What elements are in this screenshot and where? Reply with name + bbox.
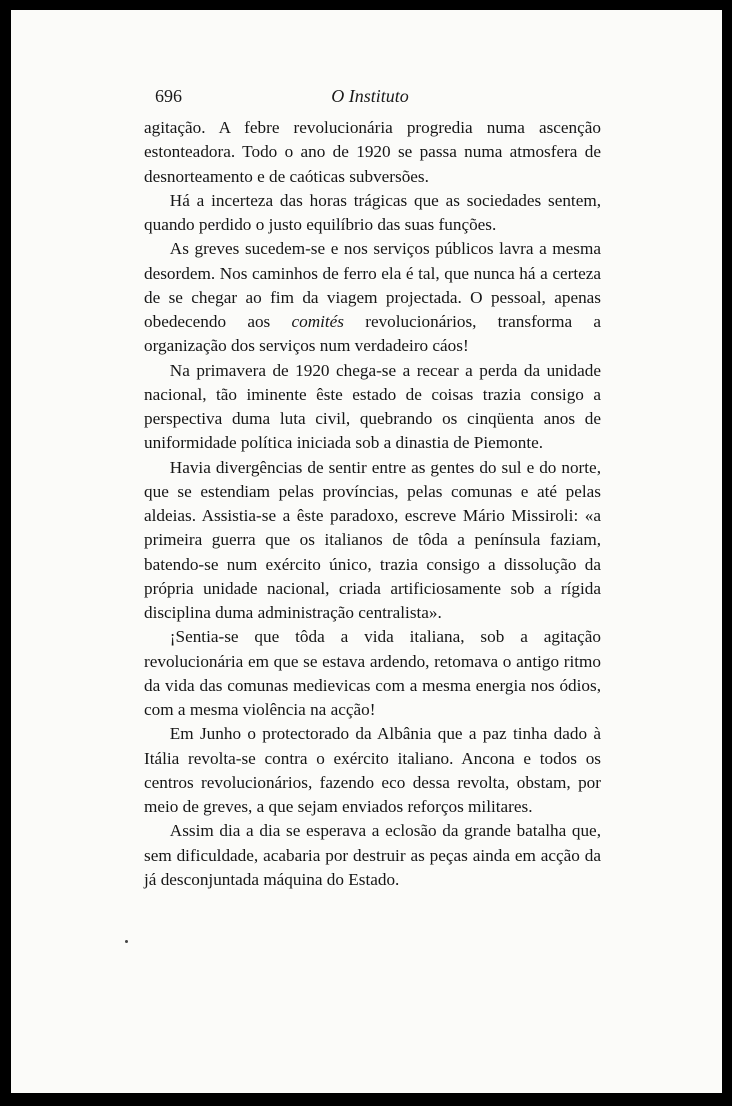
page-number: 696 <box>155 86 182 106</box>
paragraph-3-start: As greves sucedem-se e nos serviços públicos lavra a mesma desordem. Nos caminhos de ferro ela é tal, que nunca há a certeza de se chegar ao fim da viagem projectada. O pessoal, apenas obedecendo aos <box>144 239 601 331</box>
paragraph-2: Há a incerteza das horas trágicas que as sociedades sentem, quando perdido o justo equilíbrio das suas funções. <box>144 190 601 234</box>
paragraph-4: Na primavera de 1920 chega-se a recear a perda da unidade nacional, tão iminente êste estado de coisas trazia consigo a perspectiva duma luta civil, quebrando os cinqüenta anos de uniformidade política iniciada sob a dinastia de Piemonte. <box>144 360 601 453</box>
paragraph-3-end: revolucionários, transforma a organização dos serviços num verdadeiro cáos! <box>144 312 601 356</box>
paragraph-1: agitação. A febre revolucionária progredia numa ascenção estonteadora. Todo o ano de 1920 se passa numa atmosfera de desnorteamento e de caóticas subversões. <box>144 118 601 186</box>
paragraph-6: ¡Sentia-se que tôda a vida italiana, sob a agitação revolucionária em que se estava ardendo, retomava o antigo ritmo da vida das comunas medievicas com a mesma energia nos ódios, com a mesma violência na acção! <box>144 627 601 719</box>
paragraph-8: Assim dia a dia se esperava a eclosão da grande batalha que, sem dificuldade, acabaria por destruir as peças ainda em acção da já desconjuntada máquina do Estado. <box>144 821 601 889</box>
page-header <box>155 86 585 108</box>
body-text <box>144 116 601 892</box>
paragraph-7: Em Junho o protectorado da Albânia que a paz tinha dado à Itália revolta-se contra o exército italiano. Ancona e todos os centros revolucionários, fazendo eco dessa revolta, obstam, por meio de greves, a que sejam enviados reforços militares. <box>144 724 601 816</box>
paragraph-5: Havia divergências de sentir entre as gentes do sul e do norte, que se estendiam pelas províncias, pelas comunas e até pelas aldeias. Assistia-se a êste paradoxo, escreve Mário Missiroli: «a primeira guerra que os italianos de tôda a península faziam, batendo-se num exército único, trazia consigo a dissolução da própria unidade nacional, criada artificiosamente sob a rígida disciplina duma administração centralista». <box>144 457 601 622</box>
paragraph-3 <box>144 237 601 358</box>
running-title: O Instituto <box>331 86 409 106</box>
italic-word-comites: comités <box>291 312 344 331</box>
ink-speck <box>125 940 128 943</box>
